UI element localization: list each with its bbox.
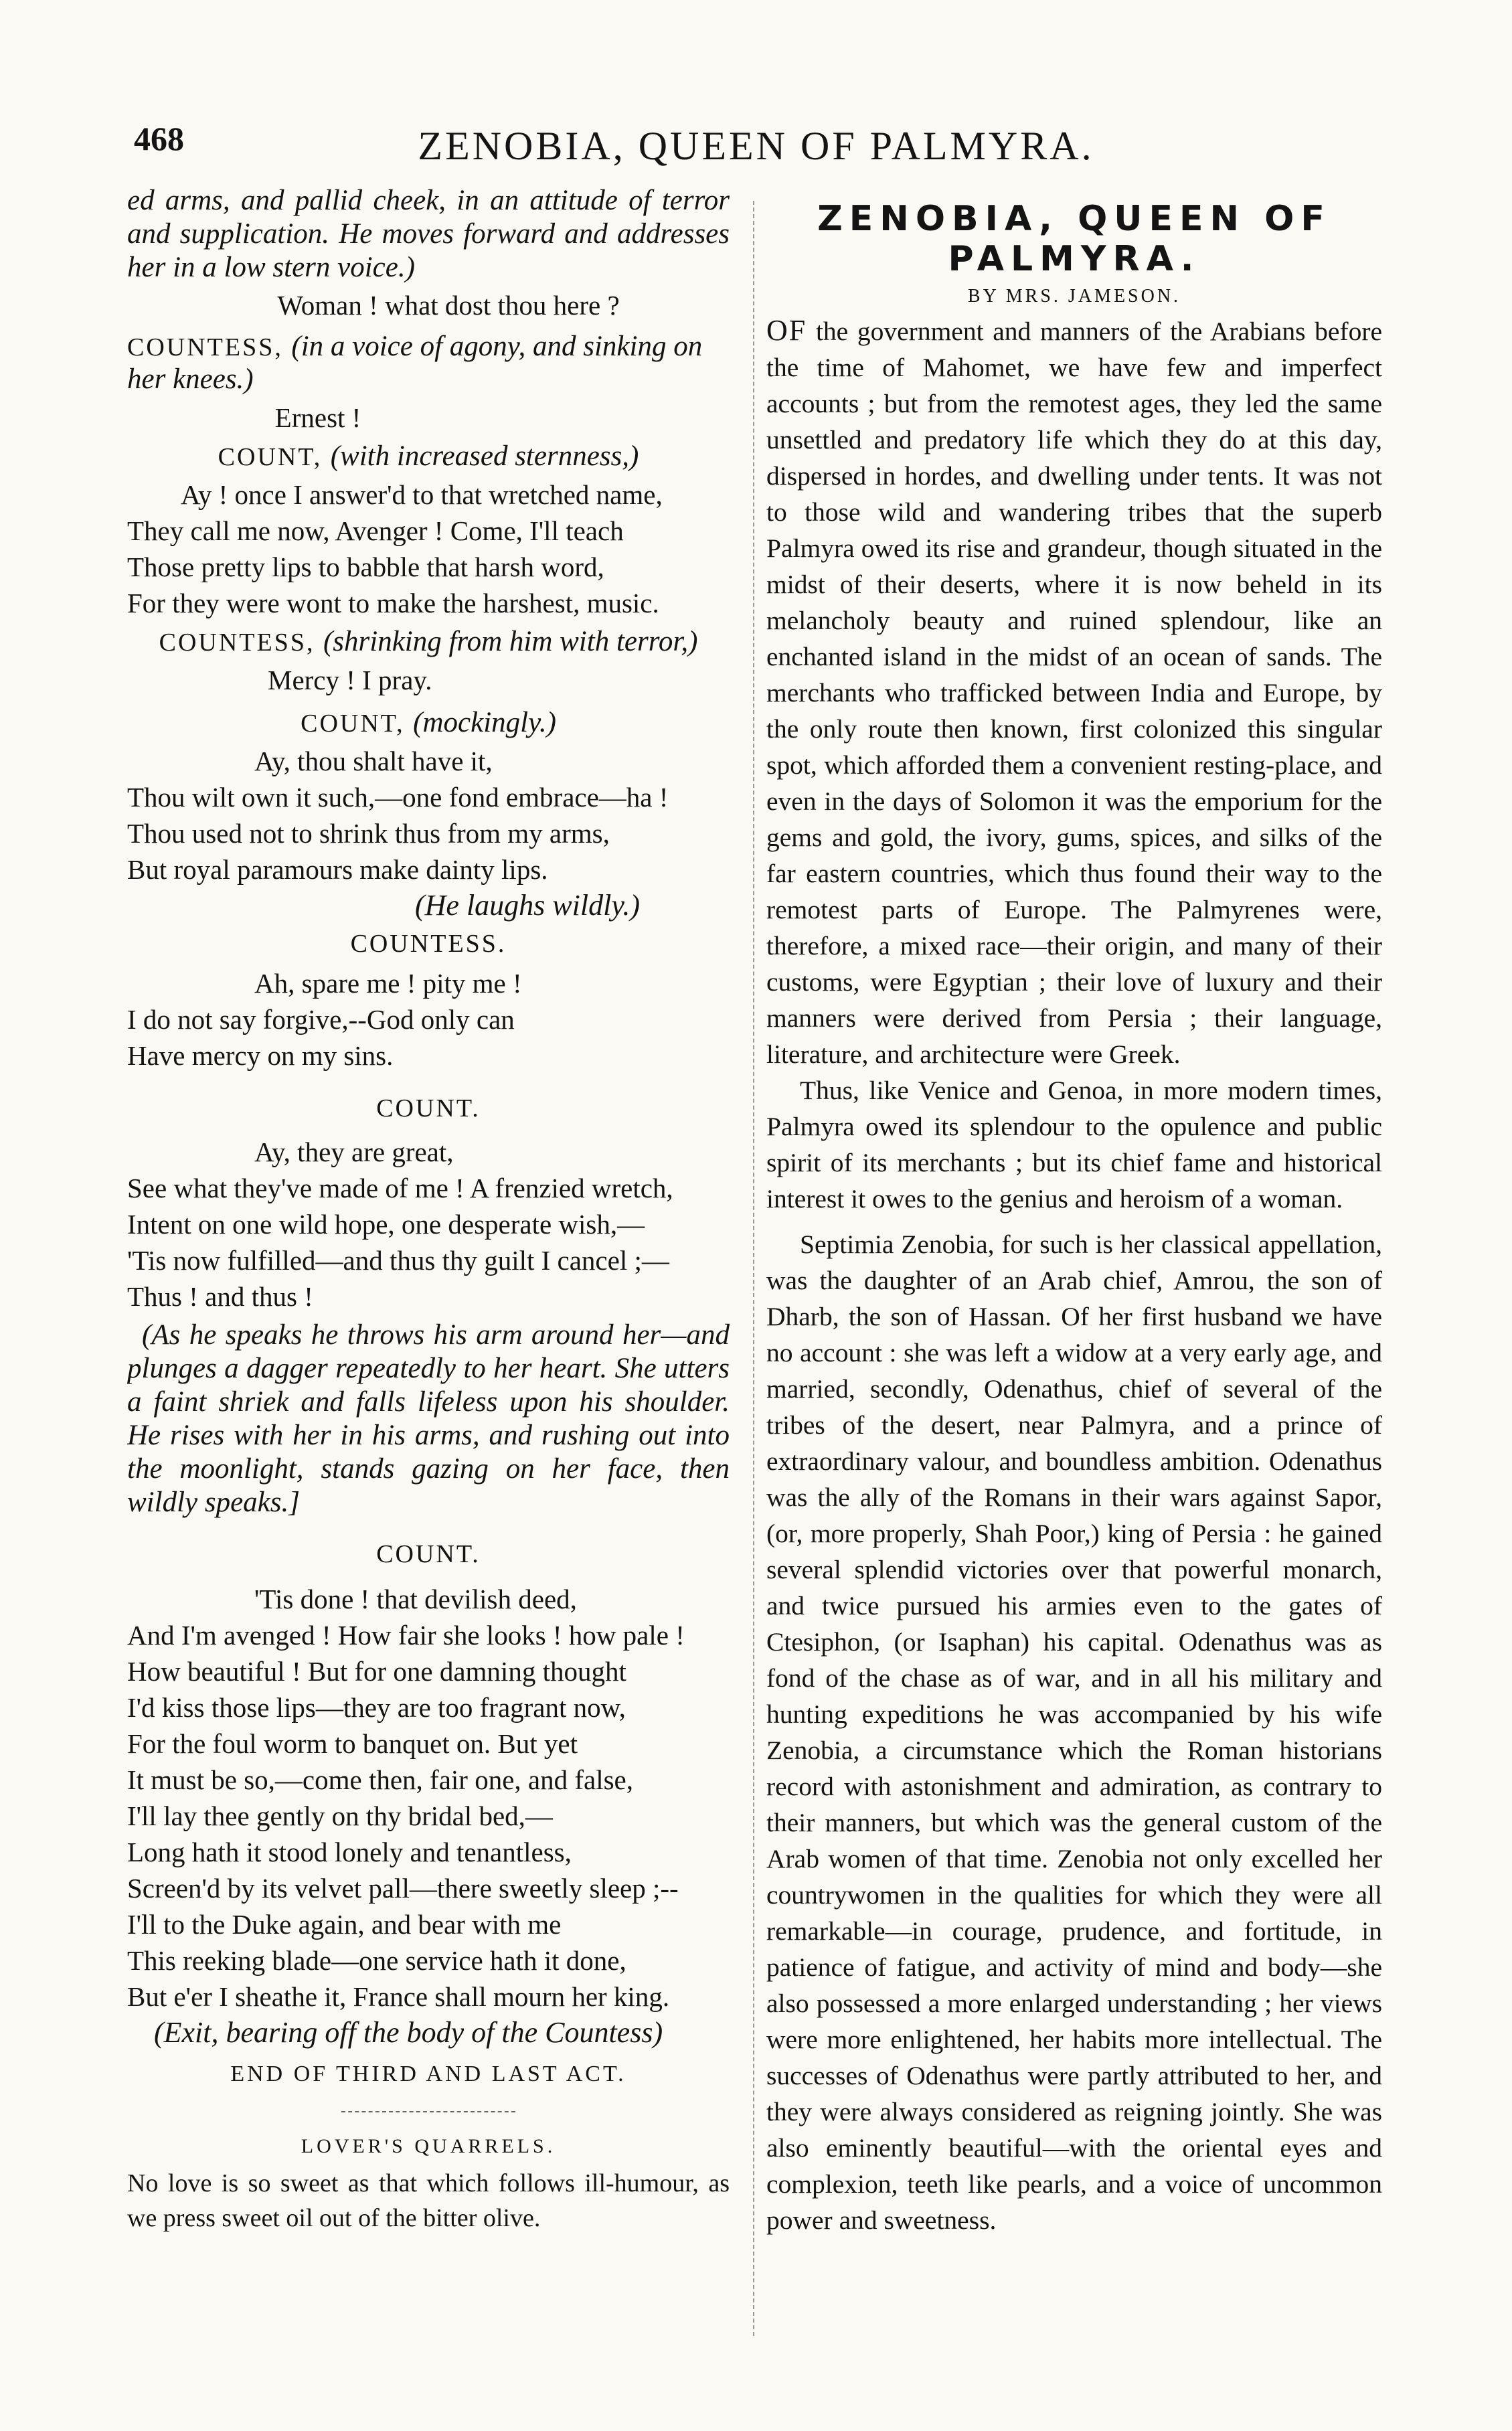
verse-line: Those pretty lips to babble that harsh word,	[127, 552, 604, 582]
left-column	[127, 184, 730, 2393]
verse-block	[127, 965, 730, 1074]
article-paragraph	[766, 313, 1382, 1072]
verse-line: Ay ! once I answer'd to that wretched name,	[181, 479, 663, 510]
stage-direction: ed arms, and pallid cheek, in an attitude of terror and supplication. He moves forward and addresses her in a low stern voice.)	[127, 185, 730, 283]
stage-direction: (As he speaks he throws his arm around her—and plunges a dagger repeatedly to her heart. She utters a faint shriek and falls lifeless upon his shoulder. He rises with her in his arms, and rushing out into the moonlight, stands gazing on her face, then wildly speaks.]	[127, 1319, 730, 1518]
speaker-name: COUNTESS.	[350, 930, 507, 958]
speaker-heading	[127, 1094, 730, 1123]
page-header	[0, 100, 1512, 181]
verse-line: I'll lay thee gently on thy bridal bed,—	[127, 1800, 553, 1831]
verse-line: But royal paramours make dainty lips.	[127, 854, 548, 885]
speaker-direction: (with increased sternness,)	[330, 440, 639, 472]
speaker-name: COUNT.	[376, 1540, 481, 1568]
speaker-heading	[127, 440, 730, 473]
verse-line: This reeking blade—one service hath it done,	[127, 1945, 626, 1976]
verse-line: Thou used not to shrink thus from my arms,	[127, 818, 610, 849]
verse-line: I do not say forgive,--God only can	[127, 1004, 515, 1035]
page-number: 468	[134, 120, 184, 157]
verse-line: It must be so,—come then, fair one, and false,	[127, 1764, 633, 1795]
stage-direction: (He laughs wildly.)	[415, 889, 641, 922]
paragraph-text: the government and manners of the Arabians before the time of Mahomet, we have few and imperfect accounts ; but from the remotest ages, they led the same unsettled and predatory life which they do at this day, dispersed in hordes, and dwelling under tents. It was not to those wild and wandering tribes that the superb Palmyra owed its rise and grandeur, though situated in the midst of their deserts, where it is now beheld in its melancholy beauty and ruined splendour, like an enchanted island in the midst of an ocean of sands. The merchants who trafficked between India and Europe, by the only route then known, first colonized this singular spot, which afforded them a convenient resting-place, and even in the days of Solomon it was the emporium for the gems and gold, the ivory, gums, spices, and silks of the far eastern countries, which thus found their way to the remotest parts of Europe. The Palmyrenes were, therefore, a mixed race—their origin, and many of their customs, were Egyptian ; their love of luxury and their manners were derived from Persia ; their language, literature, and architecture were Greek.	[766, 317, 1382, 1069]
verse-line: Ah, spare me ! pity me !	[254, 968, 522, 999]
verse-block	[127, 1134, 730, 1315]
article-title: ZENOBIA, QUEEN OF PALMYRA.	[817, 199, 1331, 279]
verse-line: 'Tis done ! that devilish deed,	[254, 1584, 577, 1614]
opening-word: OF	[766, 314, 807, 347]
speaker-direction: (mockingly.)	[413, 707, 556, 738]
verse-line: Ay, they are great,	[254, 1137, 454, 1167]
verse-line: How beautiful ! But for one damning thought	[127, 1656, 626, 1687]
verse-line: 'Tis now fulfilled—and thus thy guilt I cancel ;—	[127, 1245, 669, 1276]
verse-line: Ay, thou shalt have it,	[254, 746, 493, 776]
running-title: ZENOBIA, QUEEN OF PALMYRA.	[418, 124, 1094, 168]
speaker-name: COUNT.	[376, 1094, 481, 1122]
verse-line: And I'm avenged ! How fair she looks ! how pale !	[127, 1620, 685, 1651]
speaker-heading	[127, 929, 730, 958]
item-text: No love is so sweet as that which follows ill-humour, as we press sweet oil out of the bitter olive.	[127, 2169, 730, 2232]
act-end-marker: END OF THIRD AND LAST ACT.	[230, 2062, 626, 2086]
item-title: LOVER'S QUARRELS.	[301, 2135, 556, 2157]
verse-block	[127, 477, 730, 621]
verse-line: I'll to the Duke again, and bear with me	[127, 1909, 562, 1940]
verse-line: Thus ! and thus !	[127, 1281, 313, 1312]
verse-line: Intent on one wild hope, one desperate wish,—	[127, 1209, 645, 1240]
verse-block	[127, 1581, 730, 2015]
article-paragraph: Septimia Zenobia, for such is her classical appellation, was the daughter of an Arab chief, Amrou, the son of Dharb, the son of Hassan. Of her first husband we have no account : she was left a widow at a very early age, and married, secondly, Odenathus, chief of several of the tribes of the desert, near Palmyra, and a prince of extraordinary valour, and boundless ambition. Odenathus was the ally of the Romans in their wars against Sapor, (or, more properly, Shah Poor,) king of Persia : he gained several splendid victories over that powerful monarch, and twice pursued his armies even to the gates of Ctesiphon, (or Isaphan) his capital. Odenathus was as fond of the chase as of war, and in all his military and hunting expeditions he was accompanied by his wife Zenobia, a circumstance which the Roman historians record with astonishment and admiration, as contrary to their manners, but which was the general custom of the Arab women of that time. Zenobia not only excelled her countrywomen in the qualities for which they were all remarkable—in courage, prudence, and fortitude, in patience of fatigue, and activity of mind and body—she also possessed a more enlarged understanding ; her views were more enlightened, her habits more intellectual. The successes of Odenathus were partly attributed to her, and they were always considered as reigning jointly. She was also eminently beautiful—with the oriental eyes and complexion, teeth like pearls, and a voice of uncommon power and sweetness.	[766, 1230, 1382, 2235]
speaker-name: COUNT,	[218, 443, 323, 471]
speaker-heading	[127, 1539, 730, 1569]
speaker-name: COUNTESS,	[159, 628, 315, 657]
speaker-name: COUNTESS,	[127, 333, 283, 361]
speaker-direction: (in a voice of agony, and sinking on her knees.)	[127, 331, 703, 395]
verse-line: For the foul worm to banquet on. But yet	[127, 1728, 578, 1759]
speaker-heading	[127, 330, 730, 396]
verse-line: Screen'd by its velvet pall—there sweetly sleep ;--	[127, 1873, 679, 1904]
verse-line: Thou wilt own it such,—one fond embrace—ha !	[127, 782, 669, 813]
verse-line: Long hath it stood lonely and tenantless,	[127, 1837, 572, 1867]
article-byline: BY MRS. JAMESON.	[967, 286, 1181, 307]
speaker-name: COUNT,	[301, 709, 405, 738]
speaker-direction: (shrinking from him with terror,)	[323, 626, 698, 657]
verse-line: Mercy ! I pray.	[268, 665, 432, 695]
verse-block	[127, 743, 730, 888]
speaker-heading	[127, 625, 730, 658]
section-rule	[341, 2111, 515, 2112]
verse-line: I'd kiss those lips—they are too fragrant now,	[127, 1692, 626, 1723]
verse-line: But e'er I sheathe it, France shall mourn her king.	[127, 1981, 670, 2012]
article-paragraph: Thus, like Venice and Genoa, in more modern times, Palmyra owed its splendour to the opulence and public spirit of its merchants ; but its chief fame and historical interest it owes to the genius and heroism of a woman.	[766, 1076, 1382, 1213]
verse-line: Have mercy on my sins.	[127, 1040, 394, 1071]
exit-direction: (Exit, bearing off the body of the Countess)	[154, 2016, 663, 2049]
verse-line: Woman ! what dost thou here ?	[277, 290, 620, 321]
verse-line: For they were wont to make the harshest, music.	[127, 588, 659, 618]
speaker-heading	[127, 706, 730, 739]
column-divider	[753, 201, 754, 2336]
right-column	[766, 184, 1382, 2393]
verse-line: See what they've made of me ! A frenzied wretch,	[127, 1173, 673, 1203]
verse-line: They call me now, Avenger ! Come, I'll teach	[127, 515, 624, 546]
verse-line: Ernest !	[274, 402, 361, 433]
